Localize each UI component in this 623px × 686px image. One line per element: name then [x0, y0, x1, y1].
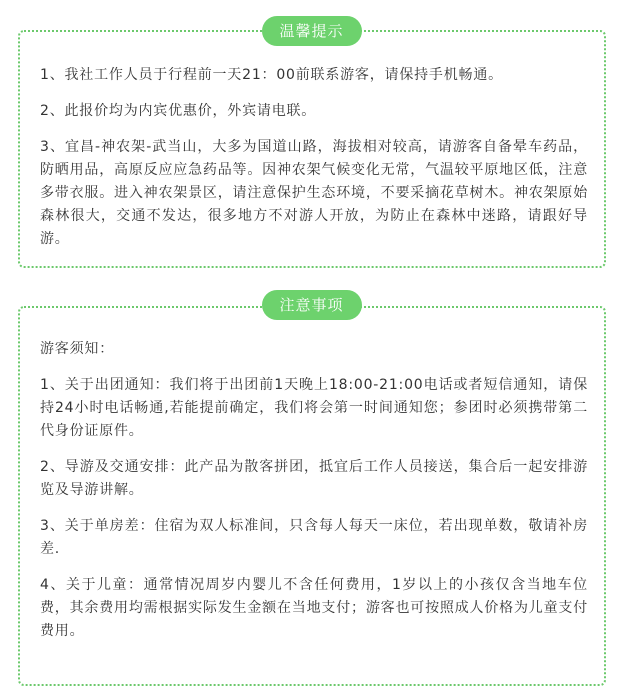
tips-item-2: 2、此报价均为内宾优惠价，外宾请电联。 [40, 103, 317, 119]
notes-item-3: 3、关于单房差：住宿为双人标准间，只含每人每天一床位，若出现单数，敬请补房差. [40, 518, 588, 557]
notes-item-4: 4、关于儿童：通常情况周岁内婴儿不含任何费用，1岁以上的小孩仅含当地车位费，其余费用均需根据实际发生金额在当地支付；游客也可按照成人价格为儿童支付费用。 [40, 577, 588, 639]
tips-item-3: 3、宜昌-神农架-武当山，大多为国道山路，海拔相对较高，请游客自备晕车药品，防晒用品，高原反应应急药品等。因神农架气候变化无常，气温较平原地区低，注意多带衣服。进入神农架景区，请注意保护生态环境，不要采摘花草树木。神农架原始森林很大，交通不发达，很多地方不对游人开放，为防止在森林中迷路，请跟好导游。 [40, 139, 588, 247]
notes-item-1: 1、关于出团通知：我们将于出团前1天晚上18:00-21:00电话或者短信通知，请保持24小时电话畅通,若能提前确定，我们将会第一时间通知您；参团时必须携带第二代身份证原件。 [40, 377, 588, 439]
tips-item-1: 1、我社工作人员于行程前一天21：00前联系游客，请保持手机畅通。 [40, 67, 503, 83]
notes-title-badge: 注意事项 [261, 290, 361, 320]
notes-content [40, 338, 588, 656]
tips-title-badge: 温馨提示 [261, 16, 361, 46]
notes-item-2: 2、导游及交通安排：此产品为散客拼团，抵宜后工作人员接送，集合后一起安排游览及导游讲解。 [40, 459, 588, 498]
tips-content [40, 64, 588, 264]
notes-intro: 游客须知： [40, 341, 114, 357]
